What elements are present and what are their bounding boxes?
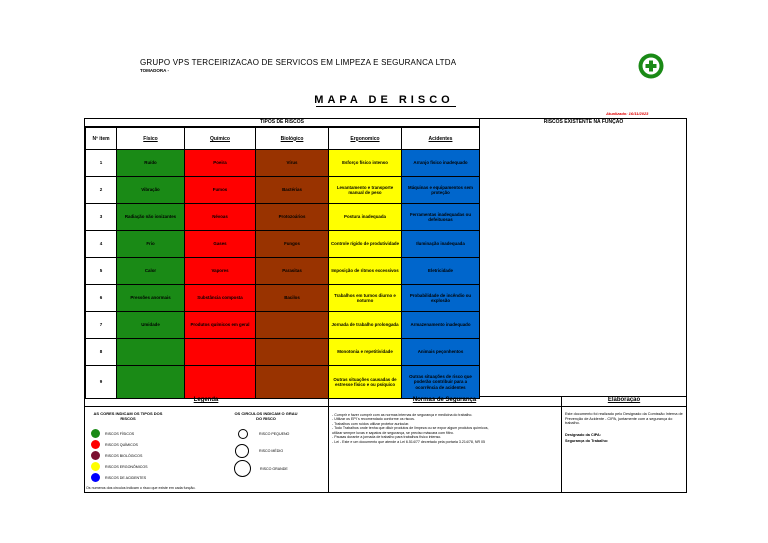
normas-title: Normas de Segurança (412, 397, 477, 403)
legend-item (91, 451, 142, 460)
row-item-number: 4 (86, 231, 117, 258)
legend-item (91, 473, 146, 482)
cell-acidentes: Arranjo físico inadequado (402, 150, 480, 177)
cell-acidentes: Armazenamento inadequado (402, 312, 480, 339)
divider-normas (561, 396, 562, 493)
cell-ergonomico: Monotonia e repetitividade (329, 339, 402, 366)
legenda-circulos-head: OS CIRCULOS INDICAM O GRAU DO RISCO (234, 411, 298, 421)
row-item-number: 7 (86, 312, 117, 339)
legend-label: RISCOS BIOLÓGICOS (105, 453, 143, 458)
cell-ergonomico: Jornada de trabalho prolongada (329, 312, 402, 339)
table-row (86, 339, 480, 366)
normas-item: - Trabalhos com ruídos utilizar protetor auricular. (332, 421, 410, 426)
circle-legend-medium (235, 444, 283, 458)
col-ergonomico: Ergonomico (329, 128, 402, 150)
cell-biologico: Bactérias (256, 177, 329, 204)
cell-fisico: Pressões anormais (117, 285, 185, 312)
circle-label: RISCO GRANDE (260, 466, 288, 471)
circle-label: RISCO MÉDIO (259, 449, 284, 453)
cell-acidentes: Animais peçonhentos (402, 339, 480, 366)
cell-quimico: Poeira (185, 150, 256, 177)
cell-ergonomico: Outras situações causadas de estresse físico e ou psíquico (329, 366, 402, 399)
table-row (86, 258, 480, 285)
cell-fisico: Ruído (117, 150, 185, 177)
cell-ergonomico: Trabalhos em turnos diurno e noturno (329, 285, 402, 312)
cell-quimico: Névoas (185, 204, 256, 231)
cell-biologico (256, 366, 329, 399)
normas-title-line (328, 406, 561, 407)
cell-fisico: Frio (117, 231, 185, 258)
page-title: MAPA DE RISCO (314, 94, 454, 106)
legend-label: RISCOS DE ACIDENTES (105, 475, 147, 480)
circle-label: RISCO PEQUENO (259, 432, 290, 436)
risk-table (85, 127, 480, 399)
legend-label: RISCOS ERGONÔMICOS (105, 464, 148, 469)
cell-fisico (117, 339, 185, 366)
tomadora-label: TOMADORA - (140, 68, 169, 73)
table-row (86, 150, 480, 177)
divider-legenda (328, 396, 329, 493)
cell-ergonomico: Controle rígido de produtividade (329, 231, 402, 258)
cell-acidentes: Iluminação inadequada (402, 231, 480, 258)
green-dot-icon (91, 429, 100, 438)
cell-biologico: Protozoários (256, 204, 329, 231)
cell-fisico (117, 366, 185, 399)
cell-quimico (185, 339, 256, 366)
cell-fisico: Vibração (117, 177, 185, 204)
table-row (86, 231, 480, 258)
table-row (86, 177, 480, 204)
cell-biologico (256, 339, 329, 366)
table-header-row (86, 128, 480, 150)
normas-item: - Lei - Este e um documento que atende a Lei 6.514/77 decretado pela portaria 3.214/78, NR 05 (332, 439, 486, 444)
table-row (86, 366, 480, 399)
circle-legend-small (238, 429, 289, 439)
col-item: Nº item (86, 128, 117, 150)
row-item-number: 2 (86, 177, 117, 204)
cell-biologico: Vírus (256, 150, 329, 177)
cell-ergonomico: Postura inadequada (329, 204, 402, 231)
normas-item: - Todo Trabalhos onde tenha que diluir produtos de limpeza ou se expor algum produtos químicos, (332, 426, 489, 431)
normas-item: - Pausas durante a jornada de trabalho para trabalhos físico intenso. (332, 435, 442, 440)
cell-quimico: Produtos químicos em geral (185, 312, 256, 339)
table-row (86, 312, 480, 339)
legenda-note: Os numeros dos circulos indicam o risco que existe em cada função. (86, 486, 196, 490)
legend-label: RISCOS QUÍMICOS (105, 442, 138, 447)
updated-date: Atualizado: 16/11/2023 (606, 111, 649, 116)
row-item-number: 9 (86, 366, 117, 399)
cell-biologico (256, 312, 329, 339)
yellow-dot-icon (91, 462, 100, 471)
normas-item: - Utilizar os EPI´s recomendado conforme os riscos. (332, 417, 415, 422)
normas-item: utilizar sempre luvas e sapatos de segurança, se preciso máscara com filtro. (332, 430, 454, 435)
row-item-number: 3 (86, 204, 117, 231)
table-row (86, 204, 480, 231)
cell-biologico: Bacilos (256, 285, 329, 312)
legenda-cores-head: AS CORES INDICAM OS TIPOS DOS RISCOS (93, 411, 163, 421)
col-biologico: Biológico (256, 128, 329, 150)
legend-label: RISCOS FÍSICOS (105, 431, 135, 436)
riscos-existentes-title: RISCOS EXISTENTE NA FUNÇÃO (543, 119, 624, 125)
table-row (86, 285, 480, 312)
col-fisico: Físico (117, 128, 185, 150)
cell-ergonomico: Esforço físico intenso (329, 150, 402, 177)
row-item-number: 5 (86, 258, 117, 285)
cipa-logo-icon (638, 53, 664, 79)
cell-quimico: Vapores (185, 258, 256, 285)
seguranca-trabalho-label: Segurança do Trabalho: (565, 439, 609, 443)
normas-list (332, 413, 557, 444)
cell-acidentes: Outras situações de risco que poderão contribuir para a ocorrência de acidentes (402, 366, 480, 399)
cell-acidentes: Probabilidade de incêndio ou explosão (402, 285, 480, 312)
cell-biologico: Parasitas (256, 258, 329, 285)
row-item-number: 1 (86, 150, 117, 177)
cell-acidentes: Máquinas e equipamentos sem proteção (402, 177, 480, 204)
red-dot-icon (91, 440, 100, 449)
elaboracao-title-line (561, 406, 687, 407)
col-acidentes: Acidentes (402, 128, 480, 150)
company-name: GRUPO VPS TERCEIRIZACAO DE SERVICOS EM LIMPEZA E SEGURANCA LTDA (140, 58, 457, 67)
cell-ergonomico: Levantamento e transporte manual de peso (329, 177, 402, 204)
tipos-de-riscos-title: TIPOS DE RISCOS (260, 119, 304, 125)
designado-cipa-label: Designado da CIPA: (565, 433, 602, 437)
small-circle-icon (238, 429, 248, 439)
row-item-number: 8 (86, 339, 117, 366)
brown-dot-icon (91, 451, 100, 460)
medium-circle-icon (235, 444, 249, 458)
elaboracao-text: Este documento foi realizado pelo Designado da Comissão Interna de Prevenção de Acidente - CIPA, juntamente com a segurança do trabalho. (565, 412, 683, 426)
large-circle-icon (234, 460, 251, 477)
cell-quimico: Substância composta (185, 285, 256, 312)
col-quimico: Químico (185, 128, 256, 150)
legend-item (91, 429, 134, 438)
cell-ergonomico: Imposição de ritmos excessivos (329, 258, 402, 285)
cell-biologico: Fungos (256, 231, 329, 258)
normas-item: - Cumprir e fazer cumprir com as normas internas de segurança e medicina do trabalho. (332, 413, 473, 417)
cell-acidentes: Ferramentas inadequadas ou defeituosas (402, 204, 480, 231)
circle-legend-large (234, 460, 288, 477)
cell-quimico: Gases (185, 231, 256, 258)
elaboracao-title: Elaboração (607, 397, 641, 403)
cell-fisico: Radiação não ionizantes (117, 204, 185, 231)
cell-quimico: Fumos (185, 177, 256, 204)
cell-acidentes: Eletricidade (402, 258, 480, 285)
cell-fisico: Umidade (117, 312, 185, 339)
legend-item (91, 462, 148, 471)
cell-quimico (185, 366, 256, 399)
legenda-title-line (84, 406, 328, 407)
legenda-title: Legenda (193, 397, 219, 403)
cell-fisico: Calor (117, 258, 185, 285)
title-underline (316, 106, 456, 107)
blue-dot-icon (91, 473, 100, 482)
legend-item (91, 440, 138, 449)
row-item-number: 6 (86, 285, 117, 312)
